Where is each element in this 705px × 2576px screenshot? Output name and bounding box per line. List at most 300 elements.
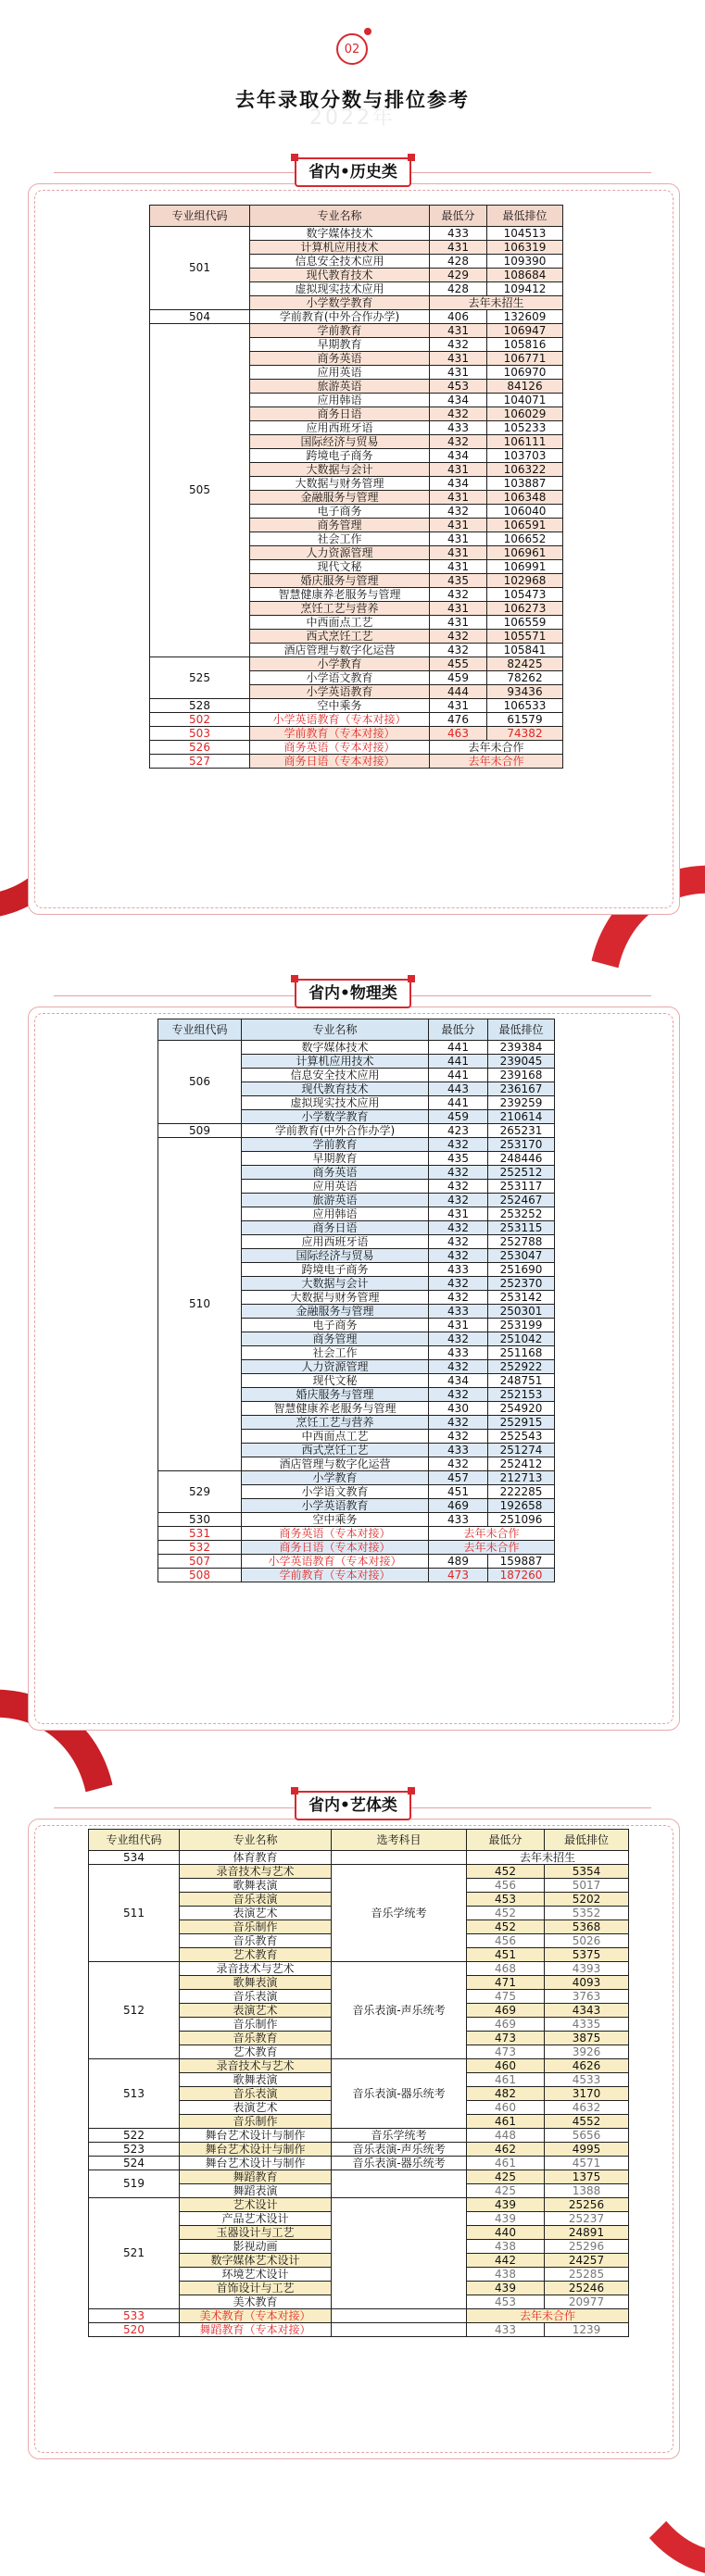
major-name-cell: 音乐制作 [180, 2018, 332, 2032]
min-score-cell: 461 [467, 2073, 545, 2087]
min-score-cell: 432 [429, 1249, 488, 1263]
major-name-cell: 应用韩语 [250, 394, 430, 407]
min-score-cell: 432 [429, 1457, 488, 1471]
table-row [89, 2129, 629, 2143]
major-name-cell: 应用西班牙语 [242, 1235, 429, 1249]
min-score-cell: 476 [430, 713, 487, 727]
min-rank-cell: 252915 [488, 1416, 555, 1430]
min-rank-cell: 222285 [488, 1485, 555, 1499]
major-name-cell: 西式烹饪工艺 [250, 630, 430, 644]
min-rank-cell: 3875 [545, 2032, 629, 2045]
min-rank-cell: 236167 [488, 1082, 555, 1096]
group-code-cell: 512 [89, 1962, 180, 2059]
note-cell: 去年未合作 [430, 755, 563, 769]
min-score-cell: 432 [430, 407, 487, 421]
min-rank-cell: 106322 [487, 463, 563, 477]
major-name-cell: 金融服务与管理 [250, 491, 430, 505]
min-score-cell: 482 [467, 2087, 545, 2101]
history-score-table [149, 205, 563, 769]
major-name-cell: 音乐表演 [180, 2087, 332, 2101]
major-name-cell: 体育教育 [180, 1851, 332, 1865]
table-row [89, 2309, 629, 2323]
subject-cell [332, 2170, 467, 2198]
min-score-cell: 439 [467, 2282, 545, 2295]
subject-cell [332, 2323, 467, 2337]
major-name-cell: 现代文秘 [242, 1374, 429, 1388]
subject-cell [332, 1851, 467, 1865]
major-name-cell: 小学语文教育 [250, 671, 430, 685]
table-row [150, 657, 563, 671]
subject-cell: 音乐表演-声乐统考 [332, 2143, 467, 2157]
min-score-cell: 431 [430, 463, 487, 477]
major-name-cell: 产品艺术设计 [180, 2212, 332, 2226]
table-row [150, 324, 563, 338]
column-header: 专业名称 [250, 206, 430, 227]
major-name-cell: 商务英语 [242, 1166, 429, 1180]
major-name-cell: 现代教育技术 [242, 1082, 429, 1096]
min-rank-cell: 25256 [545, 2198, 629, 2212]
major-name-cell: 应用英语 [250, 366, 430, 380]
min-rank-cell: 1388 [545, 2184, 629, 2198]
min-rank-cell: 103703 [487, 449, 563, 463]
min-score-cell: 432 [430, 588, 487, 602]
min-score-cell: 430 [429, 1402, 488, 1416]
min-rank-cell: 251274 [488, 1444, 555, 1457]
min-rank-cell: 253115 [488, 1221, 555, 1235]
min-rank-cell: 106947 [487, 324, 563, 338]
min-rank-cell: 4552 [545, 2115, 629, 2129]
table-row [89, 2323, 629, 2337]
min-rank-cell: 253047 [488, 1249, 555, 1263]
table-row [158, 1041, 555, 1055]
min-score-cell: 431 [430, 352, 487, 366]
min-rank-cell: 132609 [487, 310, 563, 324]
group-code-cell: 507 [158, 1555, 242, 1569]
year-watermark: 2022年 [309, 106, 396, 130]
arts-score-table [88, 1829, 629, 2337]
min-score-cell: 433 [429, 1305, 488, 1319]
major-name-cell: 音乐表演 [180, 1893, 332, 1907]
min-score-cell: 456 [467, 1934, 545, 1948]
min-rank-cell: 105571 [487, 630, 563, 644]
min-score-cell: 433 [429, 1444, 488, 1457]
min-score-cell: 441 [429, 1096, 488, 1110]
min-rank-cell: 106533 [487, 699, 563, 713]
note-cell: 去年未合作 [429, 1541, 555, 1555]
min-score-cell: 441 [429, 1069, 488, 1082]
min-score-cell: 460 [467, 2101, 545, 2115]
group-code-cell: 524 [89, 2157, 180, 2170]
subject-cell: 音乐表演-声乐统考 [332, 1962, 467, 2059]
min-rank-cell: 251042 [488, 1332, 555, 1346]
major-name-cell: 歌舞表演 [180, 1976, 332, 1990]
section-number-badge [336, 33, 368, 65]
min-rank-cell: 252370 [488, 1277, 555, 1291]
note-cell: 去年未招生 [467, 1851, 629, 1865]
min-rank-cell: 159887 [488, 1555, 555, 1569]
min-score-cell: 428 [430, 255, 487, 269]
min-rank-cell: 239045 [488, 1055, 555, 1069]
min-rank-cell: 192658 [488, 1499, 555, 1513]
group-code-cell: 527 [150, 755, 250, 769]
min-score-cell: 452 [467, 1907, 545, 1920]
min-rank-cell: 3170 [545, 2087, 629, 2101]
min-score-cell: 438 [467, 2268, 545, 2282]
min-score-cell: 428 [430, 282, 487, 296]
group-code-cell: 525 [150, 657, 250, 699]
major-name-cell: 学前教育（专本对接） [250, 727, 430, 741]
column-header: 专业名称 [180, 1830, 332, 1851]
min-score-cell: 462 [467, 2143, 545, 2157]
column-header: 专业组代码 [158, 1019, 242, 1041]
min-rank-cell: 5017 [545, 1879, 629, 1893]
page-title: 去年录取分数与排位参考 [235, 89, 470, 111]
min-score-cell: 435 [430, 574, 487, 588]
column-header: 最低排位 [488, 1019, 555, 1041]
major-name-cell: 数字媒体艺术设计 [180, 2254, 332, 2268]
major-name-cell: 音乐表演 [180, 1990, 332, 2004]
physics-score-table [157, 1019, 555, 1582]
major-name-cell: 智慧健康养老服务与管理 [250, 588, 430, 602]
min-rank-cell: 3763 [545, 1990, 629, 2004]
min-score-cell: 431 [430, 366, 487, 380]
min-score-cell: 468 [467, 1962, 545, 1976]
column-header: 专业组代码 [89, 1830, 180, 1851]
major-name-cell: 商务管理 [250, 519, 430, 532]
min-score-cell: 431 [430, 699, 487, 713]
min-rank-cell: 253142 [488, 1291, 555, 1305]
min-score-cell: 461 [467, 2157, 545, 2170]
min-score-cell: 456 [467, 1879, 545, 1893]
column-header: 最低分 [467, 1830, 545, 1851]
major-name-cell: 小学英语教育（专本对接） [242, 1555, 429, 1569]
min-rank-cell: 239168 [488, 1069, 555, 1082]
min-score-cell: 441 [429, 1055, 488, 1069]
min-score-cell: 431 [430, 491, 487, 505]
min-rank-cell: 106991 [487, 560, 563, 574]
min-score-cell: 435 [429, 1152, 488, 1166]
min-score-cell: 453 [467, 1893, 545, 1907]
min-score-cell: 432 [429, 1388, 488, 1402]
major-name-cell: 小学教育 [242, 1471, 429, 1485]
major-name-cell: 西式烹饪工艺 [242, 1444, 429, 1457]
min-score-cell: 457 [429, 1471, 488, 1485]
column-header: 最低排位 [487, 206, 563, 227]
min-rank-cell: 4995 [545, 2143, 629, 2157]
major-name-cell: 虚拟现实技术应用 [242, 1096, 429, 1110]
min-score-cell: 432 [429, 1430, 488, 1444]
major-name-cell: 音乐教育 [180, 1934, 332, 1948]
min-rank-cell: 5352 [545, 1907, 629, 1920]
min-score-cell: 471 [467, 1976, 545, 1990]
min-score-cell: 432 [429, 1291, 488, 1305]
min-score-cell: 431 [429, 1207, 488, 1221]
min-rank-cell: 254920 [488, 1402, 555, 1416]
min-rank-cell: 61579 [487, 713, 563, 727]
major-name-cell: 学前教育(中外合作办学) [242, 1124, 429, 1138]
major-name-cell: 艺术教育 [180, 2045, 332, 2059]
major-name-cell: 早期教育 [250, 338, 430, 352]
min-rank-cell: 1239 [545, 2323, 629, 2337]
min-rank-cell: 250301 [488, 1305, 555, 1319]
min-score-cell: 440 [467, 2226, 545, 2240]
major-name-cell: 商务英语 [250, 352, 430, 366]
major-name-cell: 商务英语（专本对接） [242, 1527, 429, 1541]
min-rank-cell: 74382 [487, 727, 563, 741]
min-score-cell: 453 [430, 380, 487, 394]
min-rank-cell: 109390 [487, 255, 563, 269]
min-rank-cell: 25237 [545, 2212, 629, 2226]
min-rank-cell: 25246 [545, 2282, 629, 2295]
major-name-cell: 美术教育（专本对接） [180, 2309, 332, 2323]
min-score-cell: 441 [429, 1041, 488, 1055]
major-name-cell: 美术教育 [180, 2295, 332, 2309]
min-score-cell: 438 [467, 2240, 545, 2254]
min-rank-cell: 252412 [488, 1457, 555, 1471]
major-name-cell: 舞蹈教育（专本对接） [180, 2323, 332, 2337]
major-name-cell: 社会工作 [242, 1346, 429, 1360]
group-code-cell: 534 [89, 1851, 180, 1865]
table-row [89, 1962, 629, 1976]
table-row [150, 699, 563, 713]
table-row [158, 1569, 555, 1582]
major-name-cell: 小学英语教育 [242, 1499, 429, 1513]
major-name-cell: 智慧健康养老服务与管理 [242, 1402, 429, 1416]
table-row [150, 227, 563, 241]
min-score-cell: 469 [467, 2018, 545, 2032]
min-score-cell: 461 [467, 2115, 545, 2129]
group-code-cell: 529 [158, 1471, 242, 1513]
major-name-cell: 音乐教育 [180, 2032, 332, 2045]
table-row [89, 2059, 629, 2073]
min-rank-cell: 105841 [487, 644, 563, 657]
badge-dot-icon [364, 28, 371, 35]
major-name-cell: 表演艺术 [180, 1907, 332, 1920]
group-code-cell: 506 [158, 1041, 242, 1124]
major-name-cell: 录音技术与艺术 [180, 2059, 332, 2073]
column-header: 最低排位 [545, 1830, 629, 1851]
min-score-cell: 434 [430, 449, 487, 463]
min-score-cell: 434 [429, 1374, 488, 1388]
major-name-cell: 歌舞表演 [180, 2073, 332, 2087]
min-rank-cell: 106319 [487, 241, 563, 255]
min-rank-cell: 251168 [488, 1346, 555, 1360]
min-score-cell: 448 [467, 2129, 545, 2143]
min-score-cell: 473 [429, 1569, 488, 1582]
major-name-cell: 电子商务 [242, 1319, 429, 1332]
min-score-cell: 473 [467, 2032, 545, 2045]
min-score-cell: 432 [429, 1277, 488, 1291]
major-name-cell: 烹饪工艺与营养 [250, 602, 430, 616]
min-score-cell: 433 [429, 1513, 488, 1527]
major-name-cell: 旅游英语 [250, 380, 430, 394]
min-score-cell: 432 [429, 1332, 488, 1346]
min-score-cell: 423 [429, 1124, 488, 1138]
table-row [89, 2198, 629, 2212]
min-rank-cell: 102968 [487, 574, 563, 588]
min-score-cell: 432 [429, 1360, 488, 1374]
group-code-cell: 505 [150, 324, 250, 657]
min-rank-cell: 4571 [545, 2157, 629, 2170]
min-rank-cell: 4632 [545, 2101, 629, 2115]
major-name-cell: 现代教育技术 [250, 269, 430, 282]
major-name-cell: 应用西班牙语 [250, 421, 430, 435]
min-score-cell: 431 [430, 532, 487, 546]
major-name-cell: 国际经济与贸易 [250, 435, 430, 449]
min-score-cell: 429 [430, 269, 487, 282]
min-score-cell: 432 [429, 1138, 488, 1152]
table-row [158, 1513, 555, 1527]
table-row [150, 727, 563, 741]
major-name-cell: 中西面点工艺 [250, 616, 430, 630]
major-name-cell: 艺术教育 [180, 1948, 332, 1962]
group-code-cell: 530 [158, 1513, 242, 1527]
min-rank-cell: 106591 [487, 519, 563, 532]
subject-cell [332, 2309, 467, 2323]
major-name-cell: 小学数学教育 [242, 1110, 429, 1124]
note-cell: 去年未合作 [430, 741, 563, 755]
min-rank-cell: 105816 [487, 338, 563, 352]
min-rank-cell: 5368 [545, 1920, 629, 1934]
major-name-cell: 学前教育 [250, 324, 430, 338]
major-name-cell: 舞蹈教育 [180, 2170, 332, 2184]
min-score-cell: 460 [467, 2059, 545, 2073]
note-cell: 去年未合作 [467, 2309, 629, 2323]
min-score-cell: 431 [430, 324, 487, 338]
major-name-cell: 电子商务 [250, 505, 430, 519]
section-number: 02 [344, 42, 360, 56]
min-rank-cell: 4393 [545, 1962, 629, 1976]
major-name-cell: 大数据与会计 [250, 463, 430, 477]
min-rank-cell: 5026 [545, 1934, 629, 1948]
major-name-cell: 录音技术与艺术 [180, 1865, 332, 1879]
min-score-cell: 459 [429, 1110, 488, 1124]
min-rank-cell: 253199 [488, 1319, 555, 1332]
min-rank-cell: 5656 [545, 2129, 629, 2143]
table-row [150, 713, 563, 727]
min-rank-cell: 5375 [545, 1948, 629, 1962]
min-score-cell: 452 [467, 1865, 545, 1879]
major-name-cell: 中西面点工艺 [242, 1430, 429, 1444]
note-cell: 去年未合作 [429, 1527, 555, 1541]
major-name-cell: 空中乘务 [242, 1513, 429, 1527]
major-name-cell: 数字媒体技术 [250, 227, 430, 241]
min-score-cell: 431 [430, 616, 487, 630]
major-name-cell: 婚庆服务与管理 [250, 574, 430, 588]
major-name-cell: 录音技术与艺术 [180, 1962, 332, 1976]
column-header: 专业组代码 [150, 206, 250, 227]
min-score-cell: 432 [429, 1194, 488, 1207]
major-name-cell: 计算机应用技术 [242, 1055, 429, 1069]
major-name-cell: 首饰设计与工艺 [180, 2282, 332, 2295]
min-rank-cell: 108684 [487, 269, 563, 282]
column-header: 最低分 [430, 206, 487, 227]
min-score-cell: 431 [430, 602, 487, 616]
min-rank-cell: 106029 [487, 407, 563, 421]
table-row [158, 1541, 555, 1555]
min-score-cell: 432 [430, 338, 487, 352]
min-score-cell: 433 [430, 227, 487, 241]
min-score-cell: 432 [430, 435, 487, 449]
group-code-cell: 503 [150, 727, 250, 741]
table-row [158, 1138, 555, 1152]
min-rank-cell: 84126 [487, 380, 563, 394]
group-code-cell: 519 [89, 2170, 180, 2198]
major-name-cell: 商务管理 [242, 1332, 429, 1346]
major-name-cell: 大数据与财务管理 [250, 477, 430, 491]
min-rank-cell: 104513 [487, 227, 563, 241]
min-score-cell: 459 [430, 671, 487, 685]
major-name-cell: 商务日语 [250, 407, 430, 421]
min-score-cell: 431 [429, 1319, 488, 1332]
major-name-cell: 舞台艺术设计与制作 [180, 2143, 332, 2157]
major-name-cell: 应用英语 [242, 1180, 429, 1194]
min-score-cell: 431 [430, 546, 487, 560]
group-code-cell: 513 [89, 2059, 180, 2129]
min-score-cell: 432 [429, 1416, 488, 1430]
history-section-label: 省内•历史类 [295, 157, 411, 187]
min-score-cell: 433 [429, 1346, 488, 1360]
min-score-cell: 432 [429, 1180, 488, 1194]
min-score-cell: 433 [467, 2323, 545, 2337]
min-score-cell: 443 [429, 1082, 488, 1096]
min-rank-cell: 252922 [488, 1360, 555, 1374]
major-name-cell: 大数据与会计 [242, 1277, 429, 1291]
min-rank-cell: 4335 [545, 2018, 629, 2032]
major-name-cell: 人力资源管理 [242, 1360, 429, 1374]
group-code-cell: 533 [89, 2309, 180, 2323]
min-rank-cell: 251690 [488, 1263, 555, 1277]
major-name-cell: 表演艺术 [180, 2004, 332, 2018]
min-rank-cell: 239259 [488, 1096, 555, 1110]
major-name-cell: 商务日语（专本对接） [242, 1541, 429, 1555]
major-name-cell: 旅游英语 [242, 1194, 429, 1207]
min-rank-cell: 106348 [487, 491, 563, 505]
min-score-cell: 432 [429, 1235, 488, 1249]
min-score-cell: 431 [430, 519, 487, 532]
major-name-cell: 舞台艺术设计与制作 [180, 2129, 332, 2143]
major-name-cell: 应用韩语 [242, 1207, 429, 1221]
min-score-cell: 425 [467, 2184, 545, 2198]
major-name-cell: 艺术设计 [180, 2198, 332, 2212]
group-code-cell: 511 [89, 1865, 180, 1962]
min-rank-cell: 105233 [487, 421, 563, 435]
table-row [158, 1124, 555, 1138]
min-rank-cell: 4533 [545, 2073, 629, 2087]
major-name-cell: 跨境电子商务 [242, 1263, 429, 1277]
min-score-cell: 489 [429, 1555, 488, 1569]
min-score-cell: 433 [429, 1263, 488, 1277]
min-rank-cell: 106652 [487, 532, 563, 546]
min-score-cell: 453 [467, 2295, 545, 2309]
table-row [158, 1555, 555, 1569]
group-code-cell: 521 [89, 2198, 180, 2309]
min-rank-cell: 265231 [488, 1124, 555, 1138]
min-rank-cell: 239384 [488, 1041, 555, 1055]
min-rank-cell: 252153 [488, 1388, 555, 1402]
min-rank-cell: 248751 [488, 1374, 555, 1388]
min-score-cell: 434 [430, 394, 487, 407]
min-score-cell: 425 [467, 2170, 545, 2184]
min-rank-cell: 253252 [488, 1207, 555, 1221]
group-code-cell: 522 [89, 2129, 180, 2143]
min-score-cell: 469 [467, 2004, 545, 2018]
min-rank-cell: 252788 [488, 1235, 555, 1249]
min-rank-cell: 252512 [488, 1166, 555, 1180]
major-name-cell: 商务英语（专本对接） [250, 741, 430, 755]
min-rank-cell: 4626 [545, 2059, 629, 2073]
major-name-cell: 小学教育 [250, 657, 430, 671]
